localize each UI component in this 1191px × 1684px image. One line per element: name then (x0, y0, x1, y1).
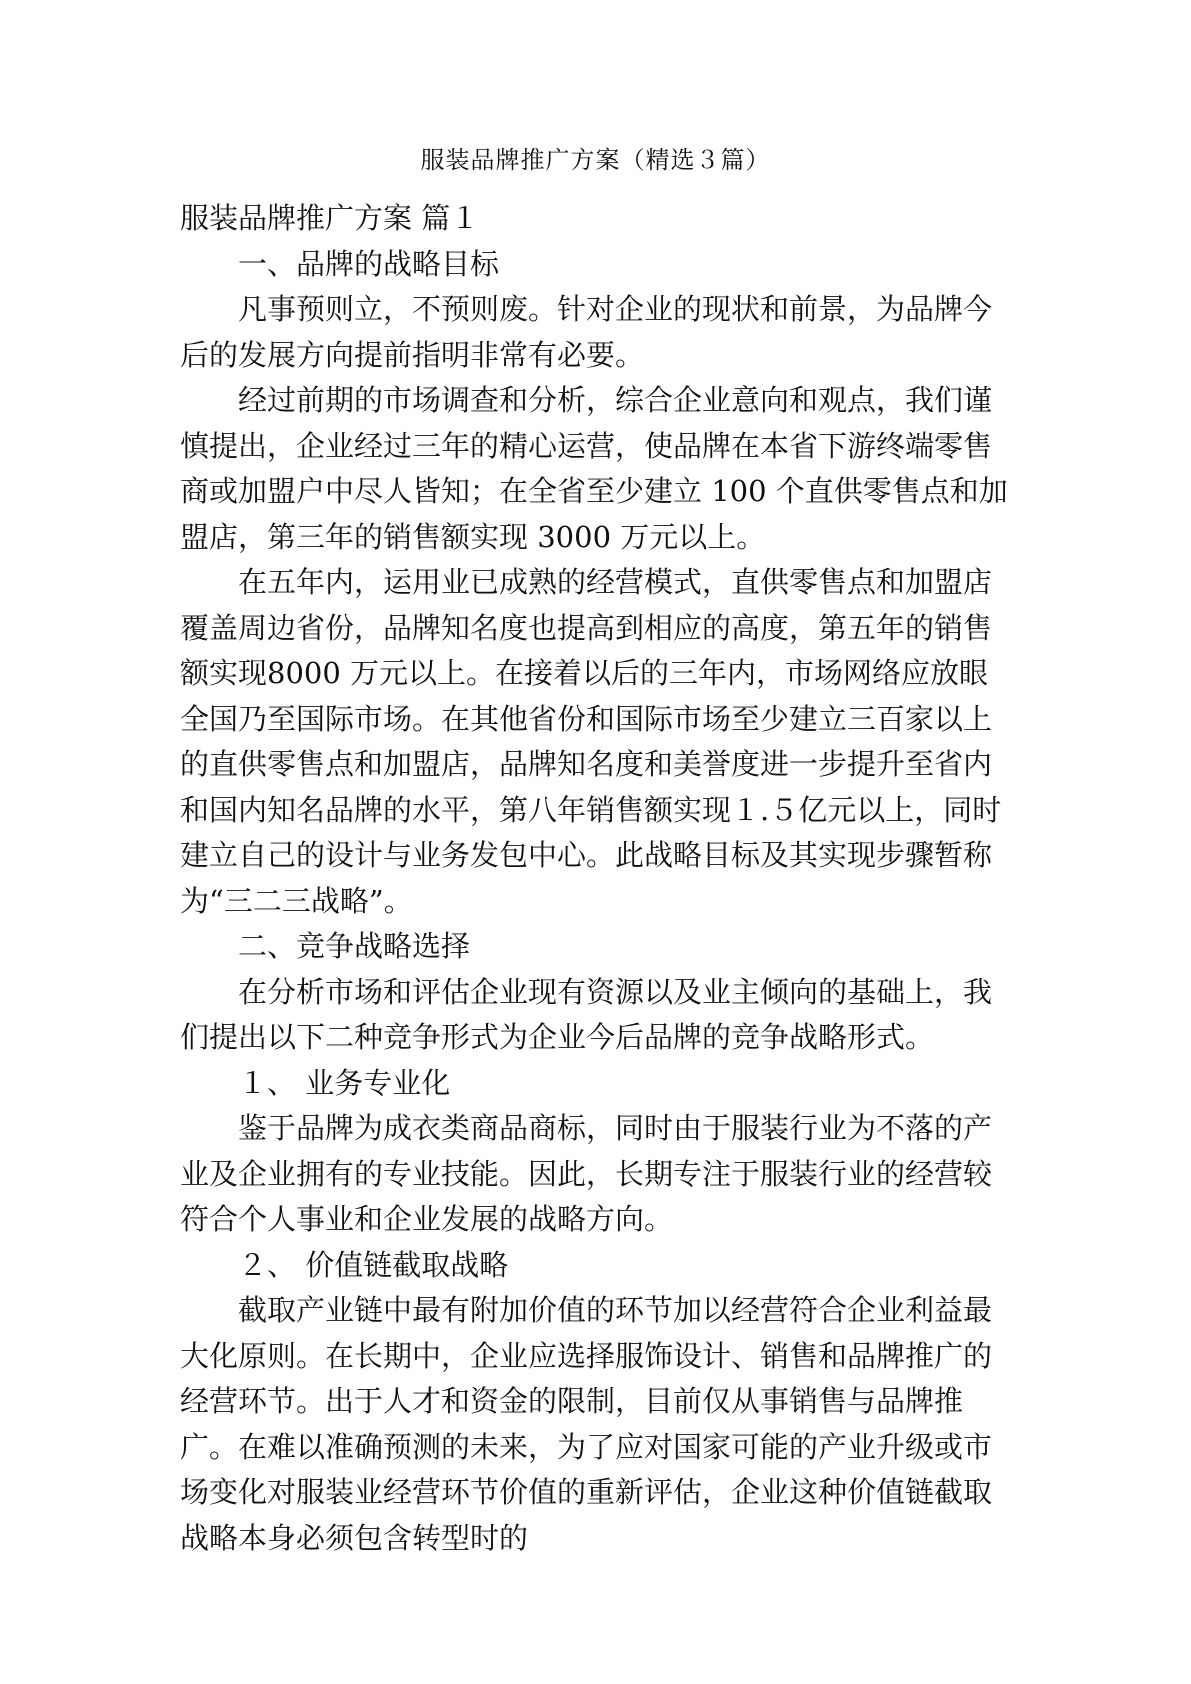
paragraph-1: 凡事预则立，不预则废。针对企业的现状和前景，为品牌今后的发展方向提前指明非常有必要。 (180, 292, 993, 372)
document-title: 服装品牌推广方案（精选３篇） (420, 146, 771, 174)
document-body (180, 196, 1010, 1561)
section-title: 服装品牌推广方案 篇１ (180, 201, 480, 235)
subheading-specialization: １、 业务专业化 (238, 1065, 451, 1100)
paragraph-2: 经过前期的市场调查和分析，综合企业意向和观点，我们谨慎提出，企业经过三年的精心运营，使品牌在本省下游终端零售商或加盟户中尽人皆知；在全省至少建立 100 个直供零售点和加盟店，第三年的销售额实现 3000 万元以上。 (180, 383, 1008, 554)
paragraph-3: 在五年内，运用业已成熟的经营模式，直供零售点和加盟店覆盖周边省份，品牌知名度也提高到相应的高度，第五年的销售额实现8000 万元以上。在接着以后的三年内，市场网络应放眼全国乃至国际市场。在其他省份和国际市场至少建立三百家以上的直供零售点和加盟店，品牌知名度和美誉度进一步提升至省内和国内知名品牌的水平，第八年销售额实现１.５亿元以上，同时建立自己的设计与业务发包中心。此战略目标及其实现步骤暂称为“三二三战略”。 (180, 565, 1002, 918)
heading-strategic-goal: 一、品牌的战略目标 (238, 246, 500, 281)
subheading-value-chain: ２、 价值链截取战略 (238, 1247, 509, 1282)
paragraph-4: 在分析市场和评估企业现有资源以及业主倾向的基础上，我们提出以下二种竞争形式为企业今后品牌的竞争战略形式。 (180, 974, 993, 1054)
paragraph-6: 截取产业链中最有附加价值的环节加以经营符合企业利益最大化原则。在长期中，企业应选择服饰设计、销售和品牌推广的经营环节。出于人才和资金的限制，目前仅从事销售与品牌推广。在难以准确预测的未来，为了应对国家可能的产业升级或市场变化对服装业经营环节价值的重新评估，企业这种价值链截取战略本身必须包含转型时的 (180, 1293, 993, 1555)
paragraph-5: 鉴于品牌为成衣类商品商标，同时由于服装行业为不落的产业及企业拥有的专业技能。因此，长期专注于服装行业的经营较符合个人事业和企业发展的战略方向。 (180, 1111, 993, 1236)
heading-competitive-strategy: 二、竞争战略选择 (238, 929, 471, 963)
